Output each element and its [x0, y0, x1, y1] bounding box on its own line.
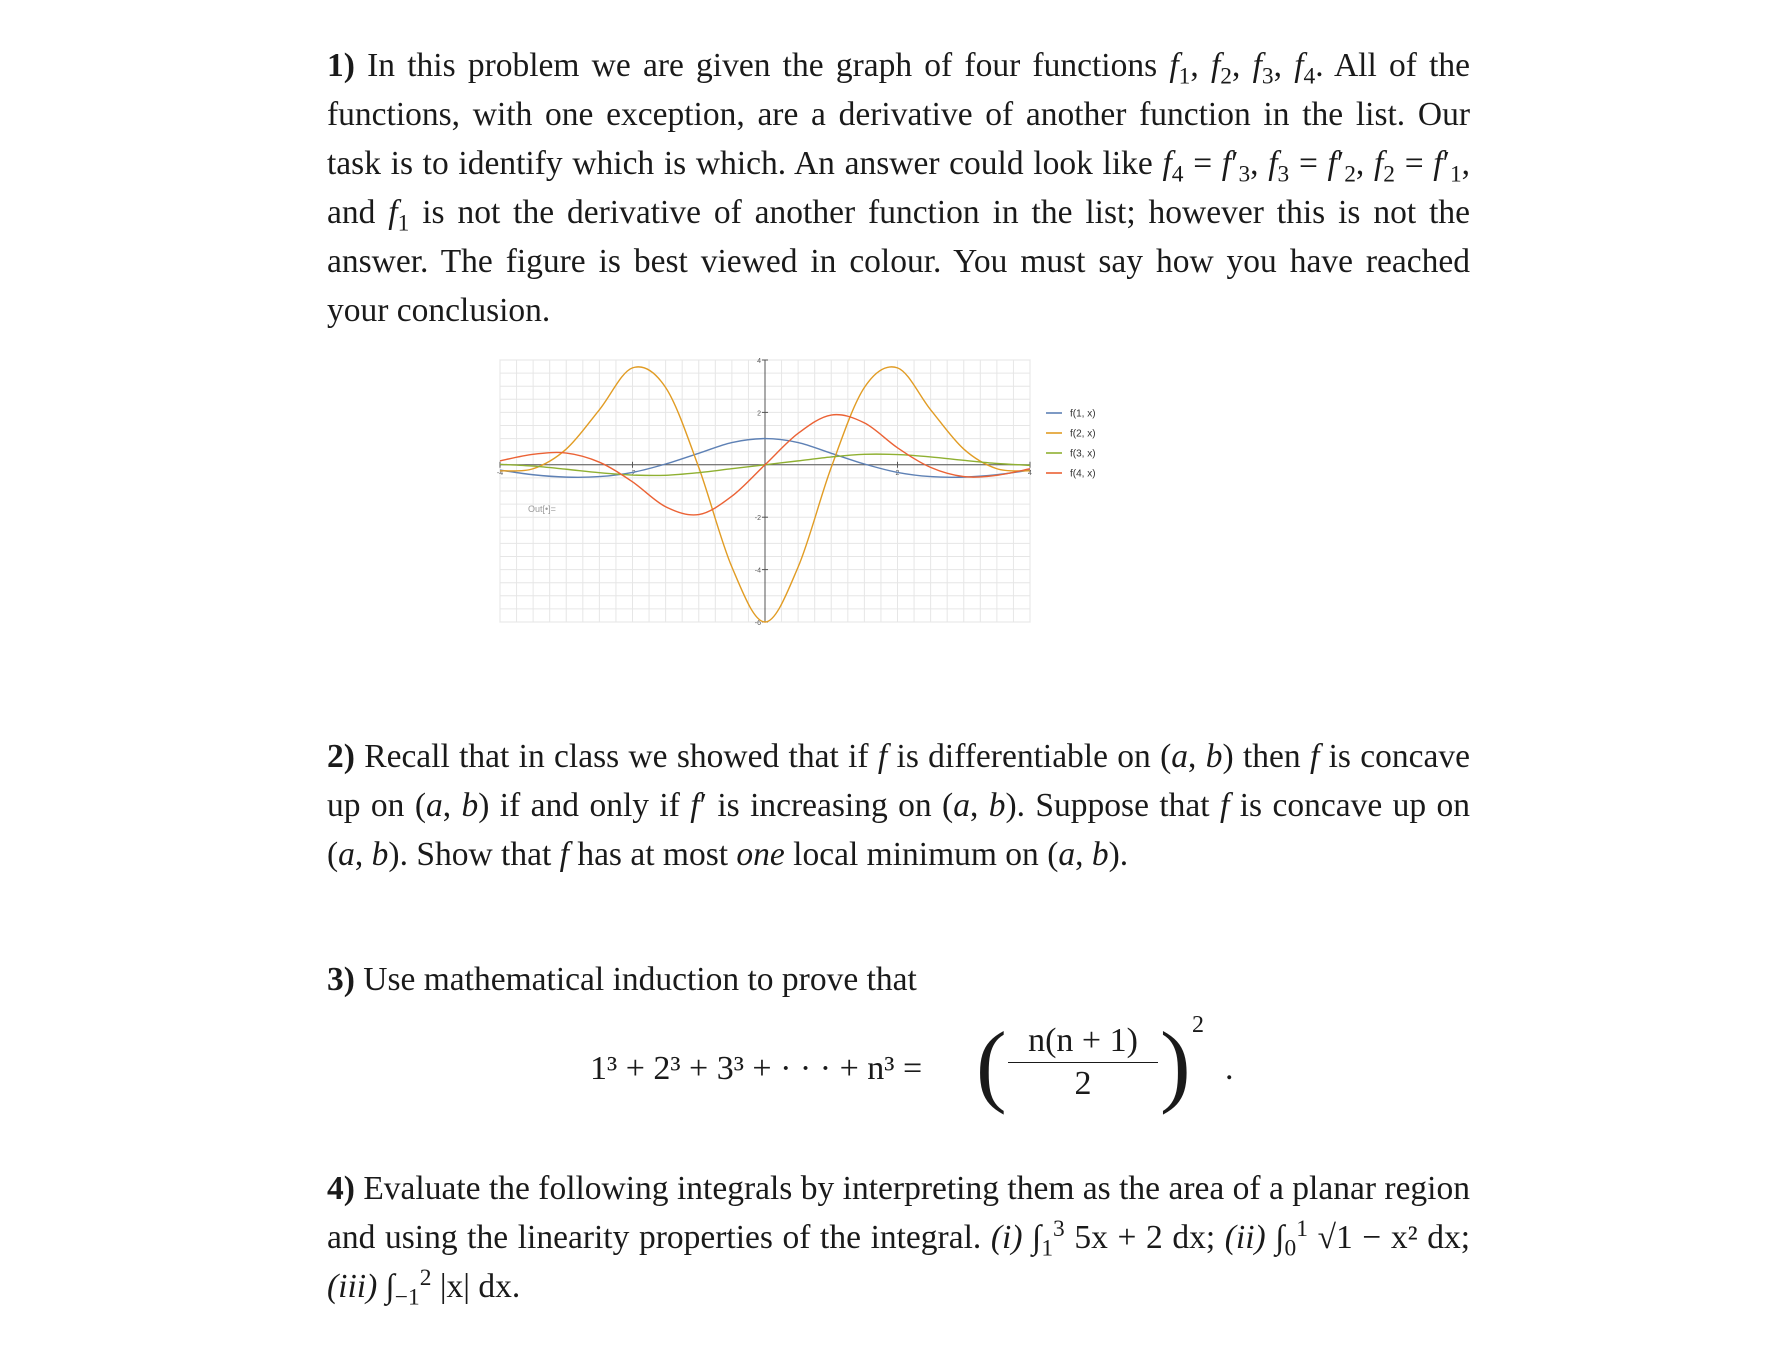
problem-2-part-g: is increasing on [706, 787, 943, 824]
fraction-numerator: n(n + 1) [1008, 1022, 1158, 1063]
y-tick-label: -2 [754, 515, 761, 523]
problem-4-text: 4) Evaluate the following integrals by interpreting them as the area of a planar region and using the linearity properties of the integral. (i) $\int_1^3$ 5x + 2 dx; (ii) $\int_0^1$ √1 − x² dx; (iii) $\int_{-1}^2$ |x| dx. [327, 1170, 1471, 1311]
problem-3-number: 3) [327, 961, 355, 998]
y-tick-label: -4 [754, 567, 761, 575]
problem-1-part-a: In this problem we are given the graph of four functions [354, 47, 1170, 84]
problem-2-number: 2) [327, 738, 355, 775]
equation-lhs: 1³ + 2³ + 3³ + · · · + n³ = [590, 1050, 923, 1087]
y-tick-label: 2 [757, 410, 761, 418]
problem-4-number: 4) [327, 1170, 355, 1207]
problem-2-emphasis: one [736, 836, 785, 873]
problem-4-statement: Evaluate the following integrals by interpreting them as the area of a planar region and using the linearity properties of the integral. [327, 1170, 1470, 1256]
integral-ii: √1 − x² dx; [1317, 1219, 1471, 1256]
equation-fraction [1008, 1022, 1158, 1103]
legend-label: f(1, x) [1070, 408, 1096, 420]
problem-2-end: . [1119, 836, 1129, 873]
legend-label: f(2, x) [1070, 428, 1096, 440]
legend-label: f(3, x) [1070, 448, 1096, 460]
y-tick-label: -6 [754, 620, 761, 627]
part-i-label: (i) [990, 1219, 1023, 1256]
problem-2-part-k: has at most [568, 836, 737, 873]
part-iii-label: (iii) [327, 1268, 378, 1305]
x-tick-label: 2 [895, 469, 900, 477]
problem-2-part-j: . Show that [399, 836, 560, 873]
x-tick-label: 4 [1028, 469, 1032, 477]
problem-3-text [327, 955, 1470, 1004]
problem-2-part-e: if and only if [489, 787, 691, 824]
integral-iii: |x| dx. [439, 1268, 521, 1305]
function-graph [496, 350, 1320, 680]
integral-i: 5x + 2 dx; [1074, 1219, 1216, 1256]
problem-2-part-i: is concave up on [1229, 787, 1470, 824]
problem-2-part-d: is concave up on [327, 738, 1471, 824]
problem-2-part-l: local minimum on [784, 836, 1048, 873]
chart-legend [1046, 409, 1096, 480]
y-tick-label: 4 [757, 358, 761, 365]
problem-2-part-h: . Suppose that [1016, 787, 1220, 824]
out-label: Out[•]= [528, 504, 556, 514]
equation-period: . [1225, 1050, 1234, 1087]
left-paren: ( [976, 1013, 1007, 1115]
equation-exponent: 2 [1192, 1012, 1204, 1038]
induction-equation [580, 1012, 1280, 1132]
right-paren: ) [1160, 1013, 1191, 1115]
x-tick-label: -2 [629, 469, 636, 477]
problem-1-part-b: . All of the functions, with one exception, are a derivative of another function in the list. Our task is to identify which is which. An answer could look like [327, 47, 1471, 182]
problem-1-part-c: , and [327, 145, 1471, 231]
problem-1-part-d: is not the derivative of another function in the list; however this is not the answer. The figure is best viewed in colour. You must say how you have reached your conclusion. [327, 194, 1470, 329]
legend-label: f(4, x) [1070, 468, 1096, 480]
x-tick-label: -4 [496, 469, 504, 477]
problem-2-text: 2) Recall that in class we showed that if f is differentiable on (a, b) then f is concave up on (a, b) if and only if f′ is increasing on (a, b). Suppose that f is concave up on (a, b). Show that f has at most one local minimum on (a, b). [327, 738, 1471, 873]
fraction-denominator: 2 [1074, 1065, 1092, 1102]
part-ii-label: (ii) [1224, 1219, 1266, 1256]
problem-2-part-a: Recall that in class we showed that if [354, 738, 878, 775]
problem-2-part-b: is differentiable on [887, 738, 1161, 775]
problem-3-statement: Use mathematical induction to prove that [354, 961, 917, 998]
problem-2-part-c: then [1233, 738, 1310, 775]
problem-1-number: 1) [327, 47, 355, 84]
problem-1-text: 1) In this problem we are given the graph of four functions $f_1$, $f_2$, $f_3$, $f_4$. All of the functions, with one exception, are a derivative of another function in the list. Our task is to identify which is which. An answer could look like $f_4 = f'_3$, $f_3 = f'_2$, $f_2 = f'_1$, and $f_1$ is not the derivative of another function in the list; however this is not the answer. The figure is best viewed in colour. You must say how you have reached your conclusion. [327, 47, 1471, 329]
